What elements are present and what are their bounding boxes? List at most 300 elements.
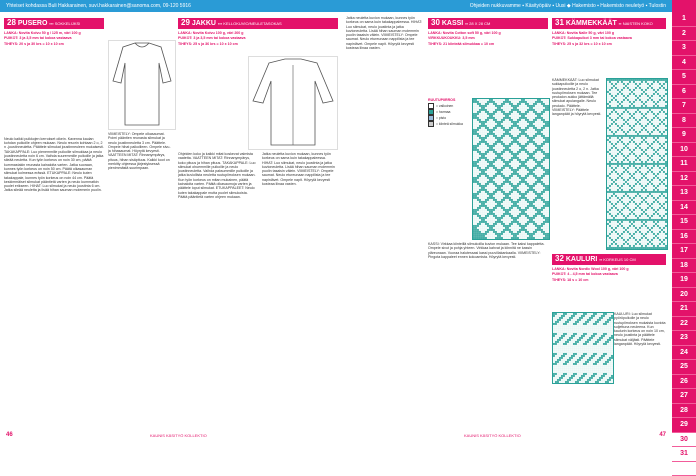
pattern-cell <box>475 115 477 117</box>
pattern-cell <box>517 127 519 129</box>
pattern-cell <box>629 89 631 91</box>
pattern-cell <box>539 121 541 123</box>
pattern-cell <box>619 95 621 97</box>
pattern-cell <box>527 225 529 227</box>
pattern-cell <box>537 219 539 221</box>
pattern-cell <box>545 123 547 125</box>
pattern-cell <box>607 117 609 119</box>
pattern-cell <box>513 123 515 125</box>
pattern-cell <box>507 227 509 229</box>
pattern-cell <box>653 223 655 225</box>
pattern-cell <box>503 203 505 205</box>
pattern-cell <box>493 215 495 217</box>
pattern-cell <box>495 231 497 233</box>
pattern-cell <box>619 89 621 91</box>
pattern-cell <box>503 107 505 109</box>
pattern-cell <box>633 79 635 81</box>
pattern-cell <box>541 131 543 133</box>
pattern-cell <box>663 183 665 185</box>
pattern-cell <box>651 105 653 107</box>
pattern-cell <box>539 101 541 103</box>
pattern-cell <box>623 137 625 139</box>
pattern-cell <box>509 155 511 157</box>
page-tab-16[interactable]: 16 <box>672 230 696 245</box>
pattern-cell <box>643 109 645 111</box>
pattern-cell <box>511 227 513 229</box>
pattern-cell <box>637 101 639 103</box>
pattern-cell <box>655 217 657 219</box>
pattern-cell <box>537 235 539 237</box>
pattern-cell <box>631 113 633 115</box>
page-tab-3[interactable]: 3 <box>672 41 696 56</box>
pattern-cell <box>519 113 521 115</box>
sweater-schematic <box>108 40 176 130</box>
pattern-cell <box>525 195 527 197</box>
pattern-cell <box>645 147 647 149</box>
pattern-cell <box>631 133 633 135</box>
pattern-cell <box>643 205 645 207</box>
pattern-cell <box>619 143 621 145</box>
pattern-cell <box>637 167 639 169</box>
pattern-cell <box>483 111 485 113</box>
pattern-cell <box>665 93 667 95</box>
pattern-cell <box>529 103 531 105</box>
pattern-cell <box>521 175 523 177</box>
pattern-cell <box>527 217 529 219</box>
pattern-cell <box>541 151 543 153</box>
pattern-cell <box>489 203 491 205</box>
pattern-cell <box>651 207 653 209</box>
pattern-cell <box>637 97 639 99</box>
pattern-cell <box>621 133 623 135</box>
page-tab-28[interactable]: 28 <box>672 404 696 419</box>
page-tab-14[interactable]: 14 <box>672 201 696 216</box>
pattern-cell <box>649 83 651 85</box>
pattern-cell <box>511 151 513 153</box>
pattern-cell <box>495 185 497 187</box>
pattern-cell <box>611 85 613 87</box>
page-tab-12[interactable]: 12 <box>672 172 696 187</box>
pattern-cell <box>509 197 511 199</box>
pattern-cell <box>647 223 649 225</box>
pattern-cell <box>543 123 545 125</box>
pattern-cell <box>485 181 487 183</box>
pattern-cell <box>647 155 649 157</box>
pattern-cell <box>659 85 661 87</box>
pattern-cell <box>633 171 635 173</box>
pattern-cell <box>477 127 479 129</box>
page-tab-15[interactable]: 15 <box>672 215 696 230</box>
pattern-cell <box>613 133 615 135</box>
pattern-cell <box>665 213 667 215</box>
page-tab-5[interactable]: 5 <box>672 70 696 85</box>
pattern-cell <box>499 123 501 125</box>
pattern-cell <box>643 119 645 121</box>
pattern-cell <box>665 193 667 195</box>
pattern-cell <box>643 157 645 159</box>
page-tab-25[interactable]: 25 <box>672 360 696 375</box>
pattern-cell <box>629 117 631 119</box>
pattern-cell <box>481 143 483 145</box>
pattern-cell <box>617 115 619 117</box>
page-tab-22[interactable]: 22 <box>672 317 696 332</box>
pattern-cell <box>487 135 489 137</box>
page-tab-32[interactable]: 32 <box>672 462 696 476</box>
pattern-cell <box>489 187 491 189</box>
pattern-cell <box>629 141 631 143</box>
pattern-cell <box>533 113 535 115</box>
pattern-cell <box>475 201 477 203</box>
pattern-cell <box>665 97 667 99</box>
pattern-cell <box>625 145 627 147</box>
pattern-cell <box>659 189 661 191</box>
pattern-cell <box>615 113 617 115</box>
pattern-cell <box>631 139 633 141</box>
pattern-cell <box>655 143 657 145</box>
pattern-cell <box>499 171 501 173</box>
pattern-cell <box>615 217 617 219</box>
pattern-cell <box>517 205 519 207</box>
page-tab-18[interactable]: 18 <box>672 259 696 274</box>
page-tab-10[interactable]: 10 <box>672 143 696 158</box>
pattern-cell <box>477 115 479 117</box>
pattern-cell <box>513 139 515 141</box>
pattern-cell <box>639 155 641 157</box>
page-tab-19[interactable]: 19 <box>672 273 696 288</box>
page-tab-21[interactable]: 21 <box>672 302 696 317</box>
pattern-cell <box>643 219 645 221</box>
pattern-cell <box>657 175 659 177</box>
top-bar-right-text: Ohjeiden nukkuvamme ▪ Käsityöpäiv ▪ Uusi ◆ Hakemisto ▪ Hakemisto neuletyö ▪ Tulostin <box>470 0 666 12</box>
pattern-cell <box>625 189 627 191</box>
pattern-cell <box>637 89 639 91</box>
pattern-cell <box>641 201 643 203</box>
pattern-cell <box>541 169 543 171</box>
pattern-cell <box>485 113 487 115</box>
pattern-cell <box>655 145 657 147</box>
pattern-cell <box>539 127 541 129</box>
pattern-cell <box>523 103 525 105</box>
pattern-cell <box>479 203 481 205</box>
pattern-cell <box>483 119 485 121</box>
pattern-cell <box>495 223 497 225</box>
pattern-cell <box>517 109 519 111</box>
pattern-cell <box>637 201 639 203</box>
pattern-cell <box>643 121 645 123</box>
page-tab-20[interactable]: 20 <box>672 288 696 303</box>
pattern-cell <box>505 139 507 141</box>
pattern-cell <box>539 233 541 235</box>
pattern-cell <box>515 147 517 149</box>
pattern-cell <box>491 103 493 105</box>
pattern-cell <box>651 189 653 191</box>
pattern-cell <box>647 105 649 107</box>
pattern-cell <box>537 191 539 193</box>
pattern-cell <box>613 179 615 181</box>
pattern-cell <box>523 231 525 233</box>
pattern-cell <box>613 115 615 117</box>
pattern-cell <box>541 203 543 205</box>
pattern-cell <box>617 203 619 205</box>
pattern-cell <box>655 205 657 207</box>
pattern-cell <box>495 133 497 135</box>
pattern-cell <box>653 185 655 187</box>
pattern-cell <box>639 193 641 195</box>
page-tab-29[interactable]: 29 <box>672 418 696 433</box>
pattern-cell <box>651 109 653 111</box>
pattern-cell <box>653 189 655 191</box>
pattern-cell <box>537 125 539 127</box>
pattern-cell <box>627 113 629 115</box>
pattern-cell <box>607 93 609 95</box>
pattern-cell <box>503 179 505 181</box>
pattern-cell <box>513 141 515 143</box>
page-tab-30[interactable]: 30 <box>672 433 696 448</box>
pattern-cell <box>541 143 543 145</box>
pattern-cell <box>655 135 657 137</box>
pattern-cell <box>537 197 539 199</box>
page-tab-6[interactable]: 6 <box>672 85 696 100</box>
pattern-cell <box>515 233 517 235</box>
pattern-cell <box>499 199 501 201</box>
pattern-cell <box>517 227 519 229</box>
pattern-cell <box>501 117 503 119</box>
pattern-cell <box>495 115 497 117</box>
pattern-cell <box>545 231 547 233</box>
page-tab-27[interactable]: 27 <box>672 389 696 404</box>
pattern-cell <box>473 201 475 203</box>
pattern-cell <box>505 107 507 109</box>
pattern-cell <box>535 185 537 187</box>
pattern-cell <box>483 233 485 235</box>
pattern-cell <box>633 103 635 105</box>
pattern-cell <box>475 137 477 139</box>
pattern-cell <box>505 153 507 155</box>
pattern-cell <box>483 209 485 211</box>
pattern-cell <box>547 145 549 147</box>
pattern-cell <box>627 135 629 137</box>
pattern-cell <box>499 215 501 217</box>
page-tab-1[interactable]: 1 <box>672 12 696 27</box>
pattern-cell <box>527 149 529 151</box>
pattern-cell <box>533 201 535 203</box>
pattern-cell <box>545 109 547 111</box>
pattern-cell <box>663 171 665 173</box>
pattern-cell <box>641 217 643 219</box>
pattern-cell <box>485 135 487 137</box>
pattern-cell <box>643 145 645 147</box>
pattern-cell <box>613 211 615 213</box>
pattern-cell <box>641 185 643 187</box>
pattern-cell <box>649 99 651 101</box>
pattern-cell <box>477 183 479 185</box>
pattern-cell <box>653 171 655 173</box>
pattern-cell <box>493 103 495 105</box>
pattern-cell <box>641 177 643 179</box>
pattern-cell <box>537 211 539 213</box>
pattern-cell <box>633 179 635 181</box>
pattern-cell <box>533 235 535 237</box>
pattern-cell <box>527 153 529 155</box>
pattern-cell <box>541 133 543 135</box>
pattern-cell <box>487 127 489 129</box>
pattern-cell <box>621 161 623 163</box>
pattern-cell <box>619 203 621 205</box>
pattern-cell <box>485 201 487 203</box>
pattern-cell <box>515 169 517 171</box>
pattern-cell <box>517 209 519 211</box>
pattern-cell <box>485 225 487 227</box>
page-tab-23[interactable]: 23 <box>672 331 696 346</box>
pattern-cell <box>485 127 487 129</box>
pattern-cell <box>647 221 649 223</box>
pattern-cell <box>499 231 501 233</box>
pattern-cell <box>509 181 511 183</box>
pattern-cell <box>623 85 625 87</box>
pattern-cell <box>521 165 523 167</box>
pattern-cell <box>489 193 491 195</box>
pattern-cell <box>525 119 527 121</box>
pattern-cell <box>651 89 653 91</box>
page-tab-8[interactable]: 8 <box>672 114 696 129</box>
pattern-cell <box>647 87 649 89</box>
pattern-cell <box>659 161 661 163</box>
page-tab-2[interactable]: 2 <box>672 27 696 42</box>
pattern-cell <box>473 213 475 215</box>
pattern-cell <box>643 123 645 125</box>
pattern-cell <box>625 219 627 221</box>
pattern-cell <box>621 83 623 85</box>
pattern-cell <box>513 205 515 207</box>
pattern-cell <box>635 179 637 181</box>
pattern-cell <box>607 161 609 163</box>
pattern-cell <box>619 159 621 161</box>
pattern-cell <box>541 141 543 143</box>
pattern-cell <box>547 231 549 233</box>
pattern-cell <box>493 213 495 215</box>
page-tab-26[interactable]: 26 <box>672 375 696 390</box>
pattern-cell <box>525 215 527 217</box>
pattern-cell <box>629 97 631 99</box>
pattern-cell <box>499 127 501 129</box>
pattern-cell <box>625 83 627 85</box>
page-tab-13[interactable]: 13 <box>672 186 696 201</box>
pattern-cell <box>491 237 493 239</box>
pattern-cell <box>523 149 525 151</box>
pattern-cell <box>511 217 513 219</box>
pattern-cell <box>627 181 629 183</box>
pattern-cell <box>481 145 483 147</box>
pattern-cell <box>507 141 509 143</box>
pattern-cell <box>651 93 653 95</box>
pattern-cell <box>489 185 491 187</box>
pattern-cell <box>619 171 621 173</box>
pattern-cell <box>645 189 647 191</box>
pattern-cell <box>497 199 499 201</box>
pattern-cell <box>503 153 505 155</box>
pattern-cell <box>475 195 477 197</box>
pattern-cell <box>635 141 637 143</box>
pattern-cell <box>617 107 619 109</box>
page-tab-24[interactable]: 24 <box>672 346 696 361</box>
pattern-cell <box>633 205 635 207</box>
pattern-cell <box>631 195 633 197</box>
pattern-cell <box>495 99 497 101</box>
pattern-cell <box>631 205 633 207</box>
pattern-cell <box>497 115 499 117</box>
pattern-cell <box>543 187 545 189</box>
pattern-cell <box>651 191 653 193</box>
pattern-cell <box>485 227 487 229</box>
pattern-cell <box>621 105 623 107</box>
pattern-cell <box>639 103 641 105</box>
page-tab-4[interactable]: 4 <box>672 56 696 71</box>
pattern-cell <box>661 97 663 99</box>
pattern-cell <box>621 165 623 167</box>
pattern-cell <box>621 173 623 175</box>
pattern-cell <box>653 131 655 133</box>
pattern-cell <box>653 121 655 123</box>
pattern-cell <box>657 91 659 93</box>
pattern-cell <box>545 225 547 227</box>
pattern-cell <box>487 231 489 233</box>
right-page <box>344 12 670 440</box>
pattern-cell <box>539 107 541 109</box>
pattern-cell <box>535 203 537 205</box>
pattern-cell <box>515 109 517 111</box>
pattern-cell <box>473 109 475 111</box>
pattern-cell <box>479 149 481 151</box>
page-tab-17[interactable]: 17 <box>672 244 696 259</box>
pattern-cell <box>521 99 523 101</box>
page-tab-11[interactable]: 11 <box>672 157 696 172</box>
pattern-cell <box>537 223 539 225</box>
pattern-cell <box>517 101 519 103</box>
pattern-cell <box>617 139 619 141</box>
pattern-cell <box>635 95 637 97</box>
pattern-cell <box>497 147 499 149</box>
pattern-cell <box>543 167 545 169</box>
pattern-cell <box>661 151 663 153</box>
pattern-cell <box>511 235 513 237</box>
pattern-cell <box>537 119 539 121</box>
page-tab-7[interactable]: 7 <box>672 99 696 114</box>
pattern-cell <box>613 137 615 139</box>
pattern-cell <box>505 235 507 237</box>
pattern-cell <box>517 139 519 141</box>
pattern-cell <box>529 173 531 175</box>
legend <box>428 98 468 138</box>
pattern-cell <box>525 181 527 183</box>
pattern-cell <box>637 93 639 95</box>
pattern-cell <box>495 199 497 201</box>
pattern-cell <box>481 179 483 181</box>
pattern-cell <box>487 163 489 165</box>
pattern-cell <box>537 205 539 207</box>
pattern-cell <box>545 115 547 117</box>
pattern-cell <box>615 131 617 133</box>
pattern-cell <box>655 117 657 119</box>
pattern-cell <box>529 133 531 135</box>
pattern-cell <box>475 189 477 191</box>
page-tab-31[interactable]: 31 <box>672 447 696 462</box>
page-tab-9[interactable]: 9 <box>672 128 696 143</box>
pattern-cell <box>645 117 647 119</box>
pattern-cell <box>533 101 535 103</box>
pattern-cell <box>625 125 627 127</box>
pattern-cell <box>653 103 655 105</box>
pattern-cell <box>487 189 489 191</box>
